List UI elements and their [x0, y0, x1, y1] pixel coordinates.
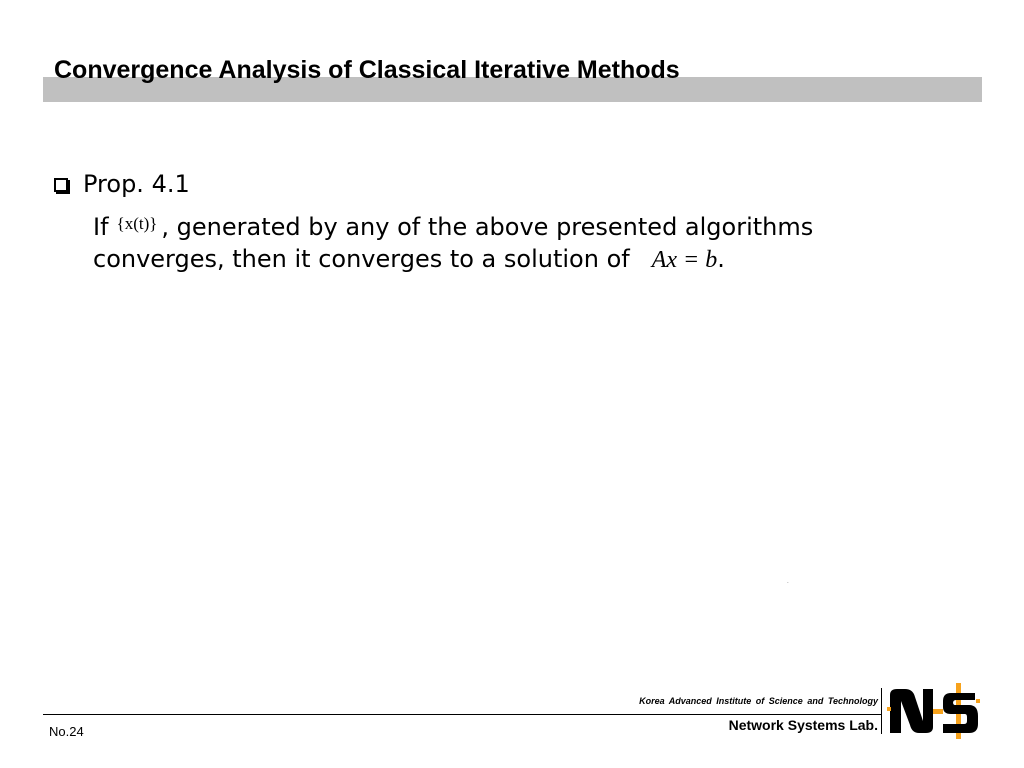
proposition-label: Prop. 4.1 — [83, 170, 190, 198]
slide-title: Convergence Analysis of Classical Iterative Methods — [54, 56, 680, 84]
proposition-text-line-2 — [93, 243, 725, 276]
line1-rest: , generated by any of the above presented algorithms — [161, 213, 814, 241]
checkbox-icon — [54, 178, 68, 192]
proposition-text-line-1 — [93, 208, 813, 243]
logo-letter-s — [943, 693, 978, 733]
if-word: If — [93, 213, 109, 241]
logo-divider — [881, 688, 882, 734]
logo-orange-accent-left — [887, 707, 891, 711]
sequence-math: {x(t)} — [116, 214, 158, 233]
logo-letter-n — [890, 689, 933, 733]
page-number: No.24 — [49, 724, 84, 739]
period: . — [717, 245, 725, 273]
logo-orange-accent-right — [976, 699, 980, 703]
logo-orange-dash — [933, 709, 943, 714]
institute-name: Korea Advanced Institute of Science and Technology — [639, 696, 878, 706]
lab-name: Network Systems Lab. — [728, 717, 878, 733]
bullet-item-prop — [54, 168, 190, 200]
logo-text: NS — [787, 583, 789, 584]
line2-text: converges, then it converges to a solution of — [93, 245, 630, 273]
equation-math: Ax = b — [651, 247, 718, 273]
footer-divider — [43, 714, 881, 715]
